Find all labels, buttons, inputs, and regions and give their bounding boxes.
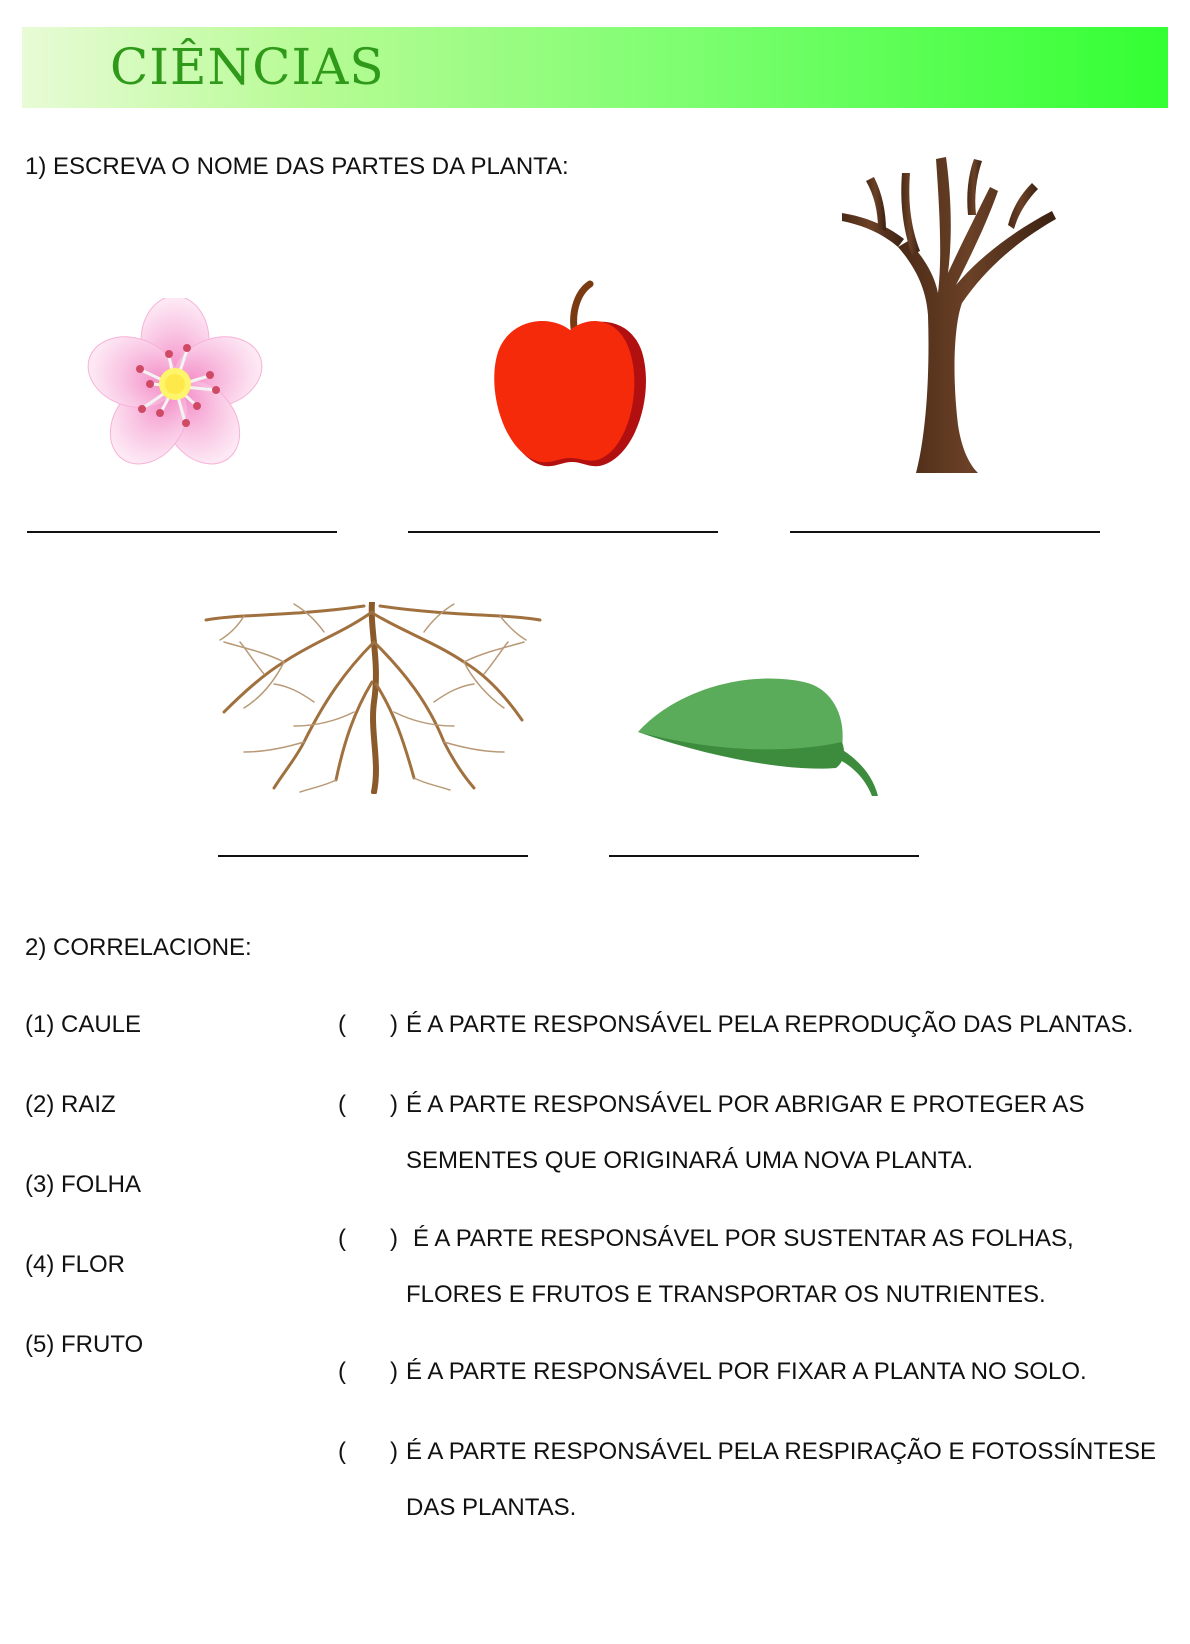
- statement-5-line-2: DAS PLANTAS.: [406, 1494, 577, 1521]
- trunk-picture: [838, 155, 1060, 475]
- option-raiz: (2) RAIZ: [25, 1091, 116, 1118]
- blank-close: ): [390, 1225, 398, 1252]
- statement-4-line-1: É A PARTE RESPONSÁVEL POR FIXAR A PLANTA NO SOLO.: [406, 1358, 1087, 1385]
- blank-open: (: [338, 1091, 346, 1118]
- option-caule: (1) CAULE: [25, 1011, 142, 1038]
- statement-2-line-1: É A PARTE RESPONSÁVEL POR ABRIGAR E PROTEGER AS: [406, 1091, 1085, 1118]
- page-title: CIÊNCIAS: [110, 38, 385, 96]
- statement-3-line-2: FLORES E FRUTOS E TRANSPORTAR OS NUTRIENTES.: [406, 1281, 1046, 1308]
- header-banner: [22, 27, 1168, 108]
- blank-close: ): [390, 1438, 398, 1465]
- option-fruto: (5) FRUTO: [25, 1331, 144, 1358]
- option-folha: (3) FOLHA: [25, 1171, 142, 1198]
- blank-close: ): [390, 1091, 398, 1118]
- blank-close: ): [390, 1358, 398, 1385]
- roots-picture: [204, 602, 542, 794]
- statement-1-line-1: É A PARTE RESPONSÁVEL PELA REPRODUÇÃO DAS PLANTAS.: [406, 1011, 1134, 1038]
- blank-open: (: [338, 1438, 346, 1465]
- statement-5: [406, 1424, 1156, 1536]
- blank-open: (: [338, 1011, 346, 1038]
- blank-open: (: [338, 1358, 346, 1385]
- flower-picture: [83, 298, 267, 476]
- leaf-picture: [636, 676, 882, 798]
- answer-line-trunk[interactable]: [790, 531, 1100, 533]
- statement-3-line-1: É A PARTE RESPONSÁVEL POR SUSTENTAR AS FOLHAS,: [413, 1225, 1074, 1252]
- statement-5-line-1: É A PARTE RESPONSÁVEL PELA RESPIRAÇÃO E FOTOSSÍNTESE: [406, 1438, 1157, 1465]
- statement-4: [406, 1344, 1087, 1400]
- option-flor: (4) FLOR: [25, 1251, 126, 1278]
- answer-line-leaf[interactable]: [609, 855, 919, 857]
- apple-picture: [492, 280, 652, 472]
- statement-3: [406, 1211, 1074, 1323]
- statement-2-line-2: SEMENTES QUE ORIGINARÁ UMA NOVA PLANTA.: [406, 1147, 974, 1174]
- question-2-prompt: 2) CORRELACIONE:: [25, 934, 252, 961]
- answer-line-flower[interactable]: [27, 531, 337, 533]
- question-1-prompt: 1) ESCREVA O NOME DAS PARTES DA PLANTA:: [25, 153, 569, 180]
- blank-close: ): [390, 1011, 398, 1038]
- statement-2: [406, 1077, 1084, 1189]
- answer-line-apple[interactable]: [408, 531, 718, 533]
- answer-line-roots[interactable]: [218, 855, 528, 857]
- blank-open: (: [338, 1225, 346, 1252]
- statement-1: [406, 997, 1133, 1053]
